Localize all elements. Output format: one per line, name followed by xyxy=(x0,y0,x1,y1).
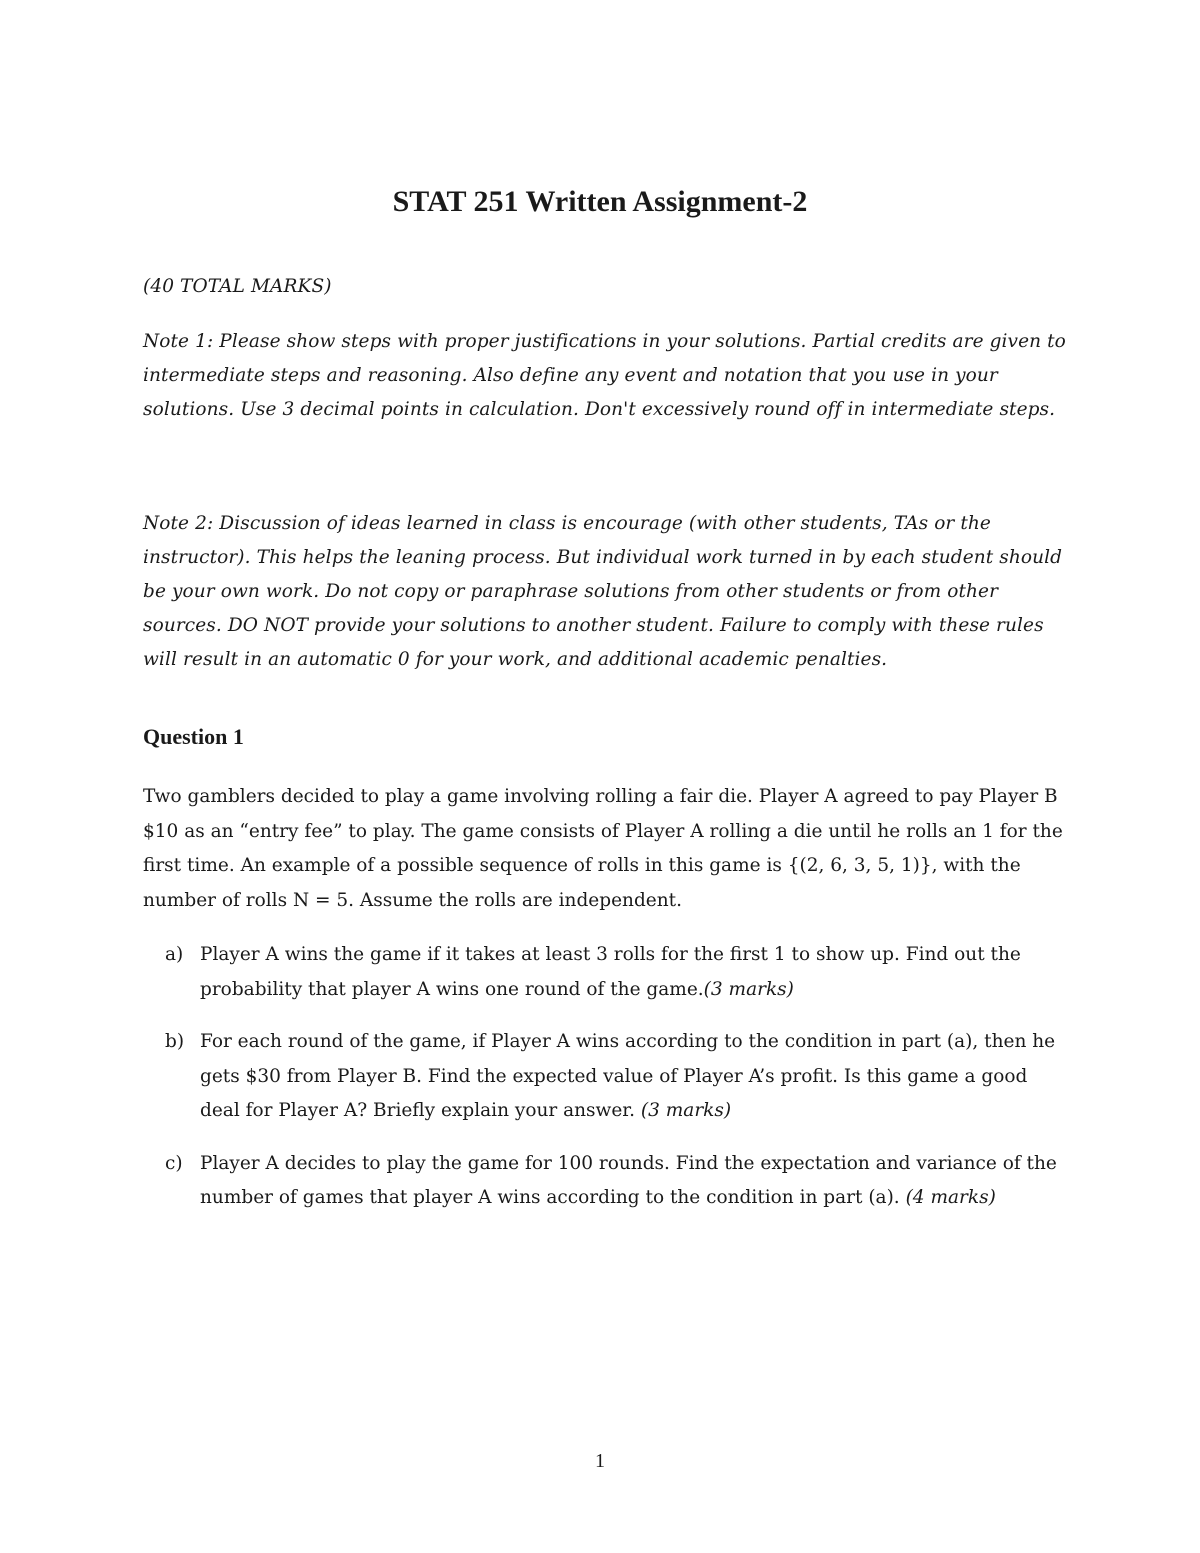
part-c xyxy=(143,1147,1068,1216)
part-a-label: a) xyxy=(165,944,184,965)
part-c-label: c) xyxy=(165,1152,183,1174)
part-a-text: Player A wins the game if it takes at least 3 rolls for the first 1 to show up. Find out the probability that player A wins one round of the game. xyxy=(200,944,1021,1000)
part-b-marks: (3 marks) xyxy=(640,1100,732,1121)
document-title: STAT 251 Written Assignment-2 xyxy=(392,185,808,218)
total-marks: (40 TOTAL MARKS) xyxy=(143,276,332,297)
question-1-parts xyxy=(143,938,1068,1234)
question-1-body: Two gamblers decided to play a game involving rolling a fair die. Player A agreed to pay Player B $10 as an “entry fee” to play. The game consists of Player A rolling a die until he rolls an 1 for the first time. An example of a possible sequence of rolls in this game is {(2, 6, 3, 5, 1)}, with the number of rolls N = 5. Assume the rolls are independent. xyxy=(143,786,1063,911)
part-b-label: b) xyxy=(165,1031,185,1052)
part-b xyxy=(143,1025,1068,1129)
page-number: 1 xyxy=(595,1450,605,1472)
part-a-marks: (3 marks) xyxy=(703,978,794,1000)
note-2: Note 2: Discussion of ideas learned in class is encourage (with other students, TAs or the instructor). This helps the leaning process. But individual work turned in by each student should be your own work. Do not copy or paraphrase solutions from other students or from other sources. DO NOT provide your solutions to another student. Failure to comply with these rules will result in an automatic 0 for your work, and additional academic penalties. xyxy=(143,513,1063,670)
part-c-marks: (4 marks) xyxy=(905,1187,996,1208)
part-c-text: Player A decides to play the game for 100 rounds. Find the expectation and variance of the number of games that player A wins according to the condition in part (a). xyxy=(200,1152,1057,1208)
part-b-text: For each round of the game, if Player A wins according to the condition in part (a), then he gets $30 from Player B. Find the expected value of Player A’s profit. Is this game a good deal for Player A? Briefly explain your answer. xyxy=(200,1031,1056,1121)
part-a xyxy=(143,938,1068,1007)
note-1: Note 1: Please show steps with proper justifications in your solutions. Partial credits are given to intermediate steps and reasoning. Also define any event and notation that you use in your solutions. Use 3 decimal points in calculation. Don't excessively round off in intermediate steps. xyxy=(143,331,1066,420)
question-1-heading: Question 1 xyxy=(143,724,244,749)
